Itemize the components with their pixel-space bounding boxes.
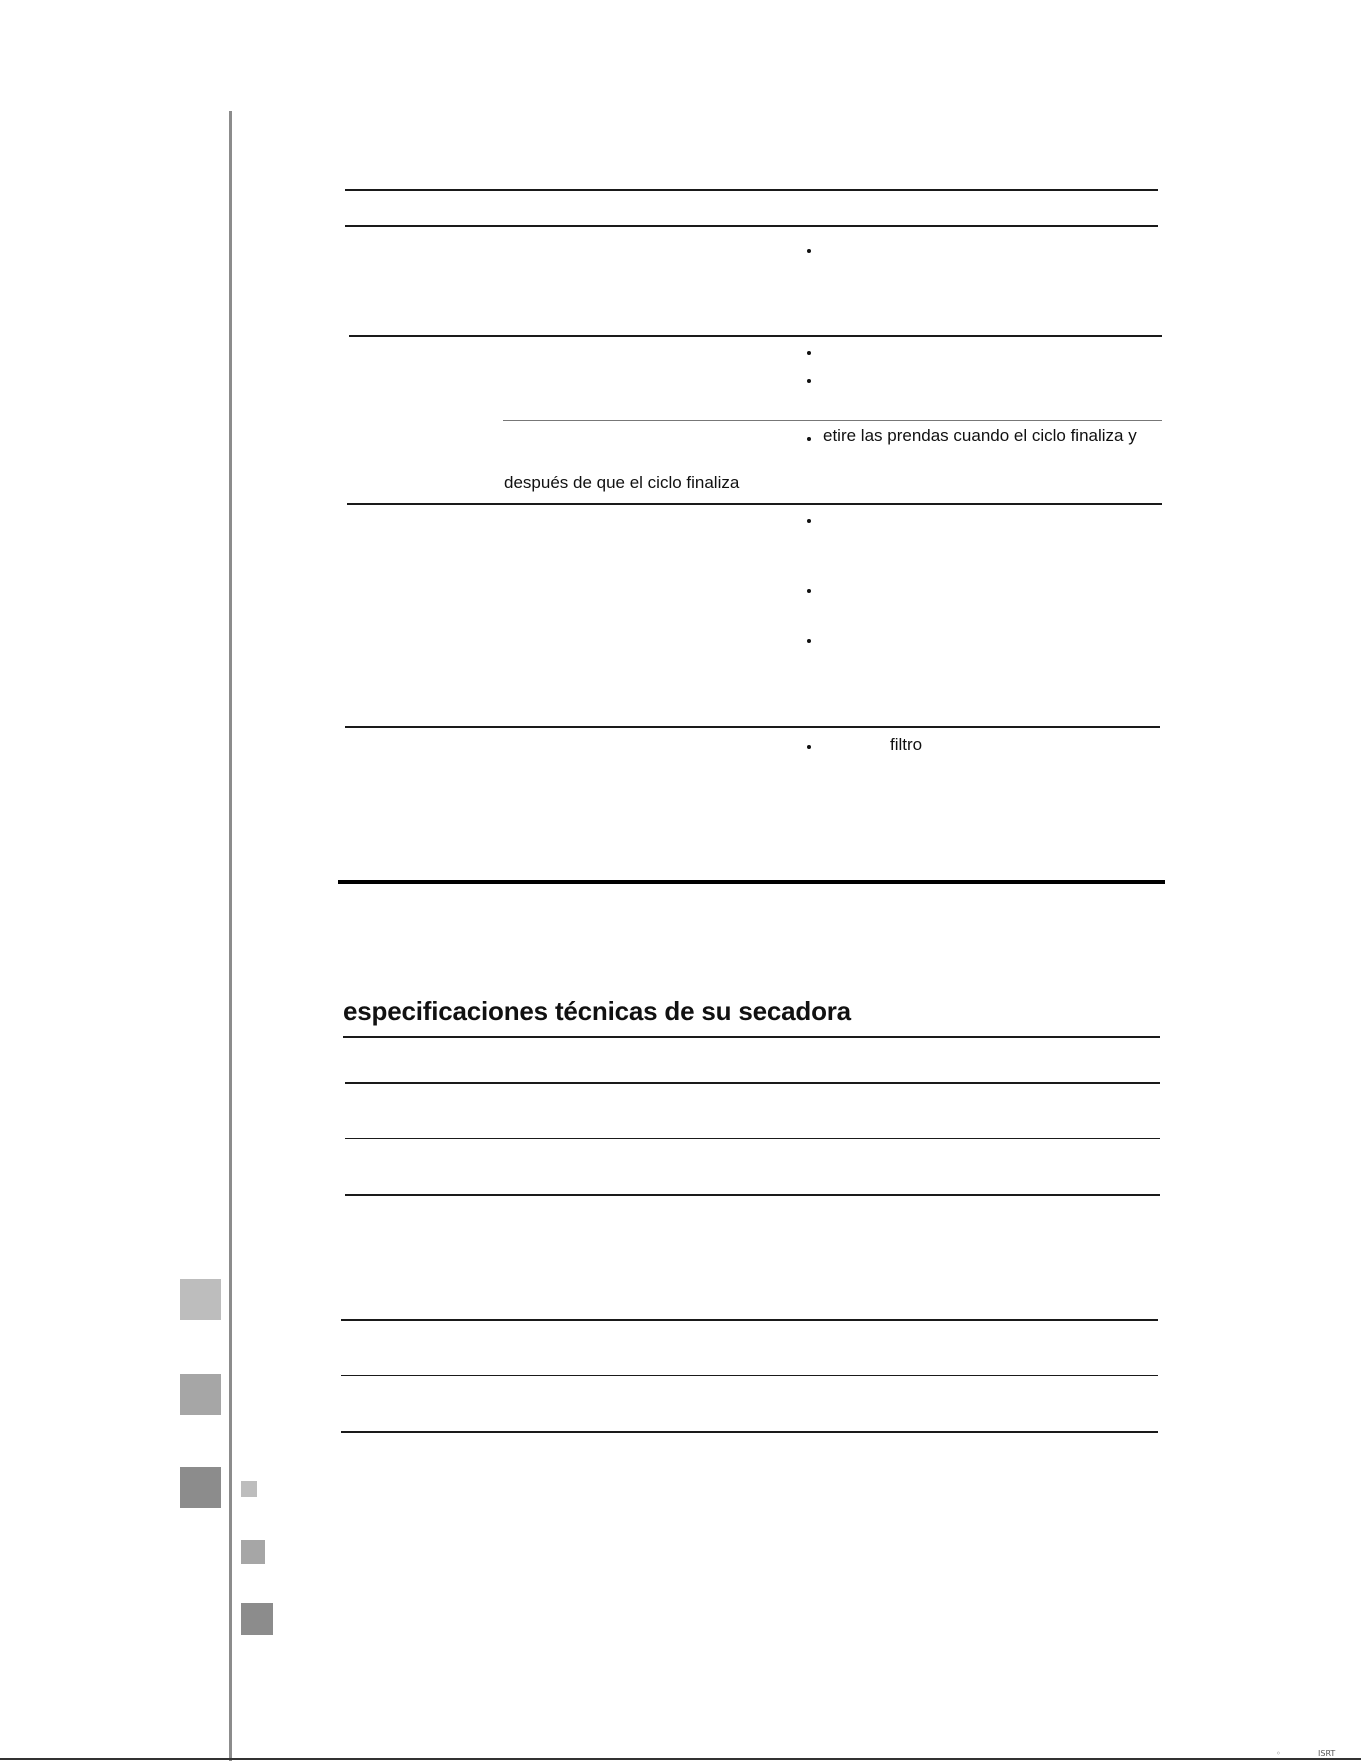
footer-mark: ◦ [1276,1749,1281,1758]
bullet-icon [807,589,811,593]
section-title: especificaciones técnicas de su secadora [343,996,851,1026]
legend-square-light [241,1481,257,1497]
table-cell-cause: después de que el ciclo finaliza [504,473,740,492]
tab-swatch-dark [180,1467,221,1508]
specs-row-rule [345,1194,1160,1196]
bullet-icon [807,437,811,441]
bullet-icon [807,639,811,643]
bullet-icon [807,745,811,749]
specs-row-rule [341,1375,1158,1376]
tab-swatch-mid [180,1374,221,1415]
specs-row-rule [345,1082,1160,1084]
bullet-icon [807,351,811,355]
page-margin-rule [229,111,232,1761]
bullet-icon [807,379,811,383]
table-row-rule [347,503,1162,505]
tab-swatch-light [180,1279,221,1320]
table-row-rule [345,726,1160,728]
table-cell-remedy: filtro [890,735,923,754]
page-bottom-rule [0,1758,1361,1760]
bullet-icon [807,249,811,253]
bullet-icon [807,519,811,523]
table-subrow-rule [503,420,1162,421]
table-top-rule [345,189,1158,191]
table-row-rule [349,335,1162,337]
table-header-rule [345,225,1158,227]
table-cell-remedy: etire las prendas cuando el ciclo finaliza y [823,426,1137,445]
section-end-rule [338,880,1165,884]
legend-square-dark [241,1603,273,1635]
specs-top-rule [343,1036,1160,1038]
specs-bottom-rule [341,1431,1158,1433]
legend-square-mid [241,1540,265,1564]
footer-mark: ISRT [1318,1749,1336,1758]
specs-row-rule [341,1319,1158,1321]
specs-row-rule [345,1138,1160,1139]
